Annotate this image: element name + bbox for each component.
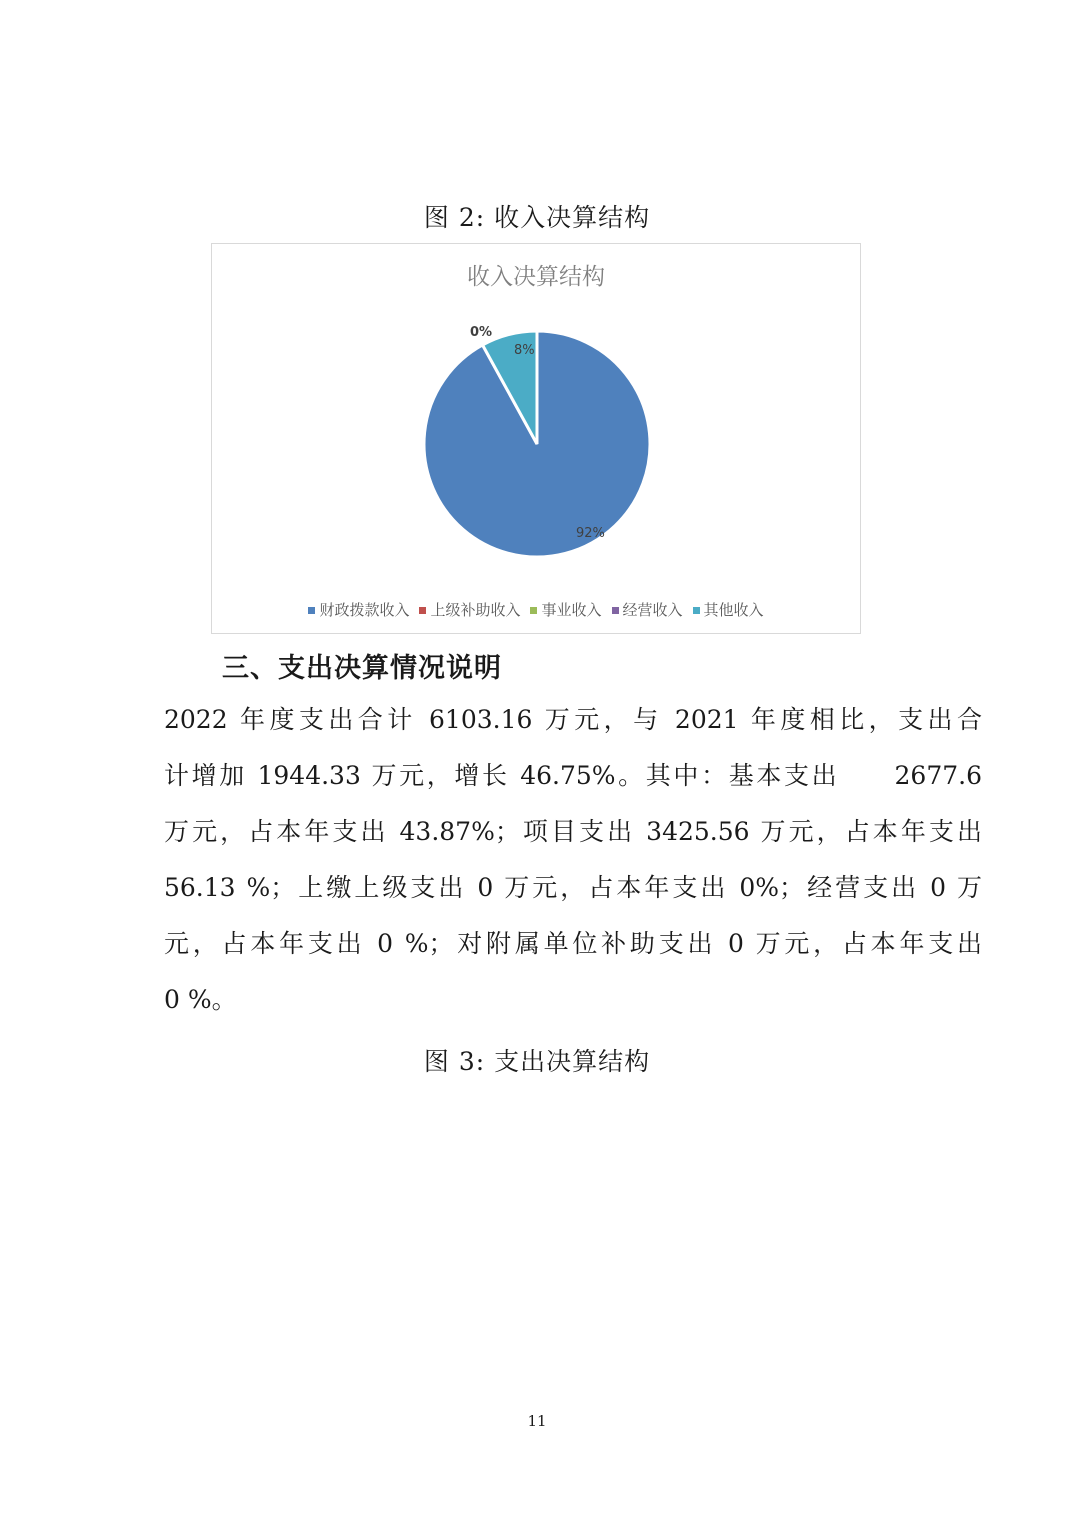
- pie-data-label: 92%: [576, 526, 605, 541]
- legend-item: [693, 599, 764, 620]
- legend-label: 经营收入: [622, 601, 683, 619]
- legend-label: 其他收入: [703, 601, 764, 619]
- legend-item: [530, 599, 601, 620]
- chart-title: 收入决算结构: [467, 264, 605, 290]
- legend-label: 事业收入: [541, 601, 602, 619]
- section-heading: 三、支出决算情况说明: [222, 653, 502, 684]
- body-line: 元，占本年支出 0 %；对附属单位补助支出 0 万元，占本年支出: [164, 929, 982, 958]
- figure-2-caption: 图 2: 收入决算结构: [423, 203, 651, 232]
- legend-swatch: [419, 607, 426, 614]
- legend-swatch: [612, 607, 619, 614]
- legend-swatch: [530, 607, 537, 614]
- legend-label: 财政拨款收入: [319, 601, 410, 619]
- figure-3-caption: 图 3: 支出决算结构: [423, 1047, 651, 1076]
- body-line: 0 %。: [164, 985, 237, 1014]
- pie-data-label: 0%: [470, 325, 493, 340]
- pie-data-label: 8%: [514, 343, 535, 358]
- legend-item: [612, 599, 683, 620]
- legend-item: [419, 599, 520, 620]
- body-line: 56.13 %；上缴上级支出 0 万元，占本年支出 0%；经营支出 0 万: [164, 873, 982, 902]
- legend-swatch: [308, 607, 315, 614]
- chart-legend: [212, 599, 860, 620]
- legend-item: [308, 599, 409, 620]
- section-body: [164, 692, 982, 1028]
- page-number: 11: [527, 1412, 547, 1430]
- pie-chart-canvas: [212, 244, 860, 633]
- legend-label: 上级补助收入: [430, 601, 521, 619]
- body-line: 万元，占本年支出 43.87%；项目支出 3425.56 万元，占本年支出: [164, 817, 982, 846]
- body-line: 2022 年度支出合计 6103.16 万元，与 2021 年度相比，支出合: [164, 705, 982, 734]
- body-line: 计增加 1944.33 万元，增长 46.75%。其中：基本支出 2677.6: [164, 761, 982, 790]
- legend-swatch: [693, 607, 700, 614]
- income-pie-chart: [211, 243, 861, 634]
